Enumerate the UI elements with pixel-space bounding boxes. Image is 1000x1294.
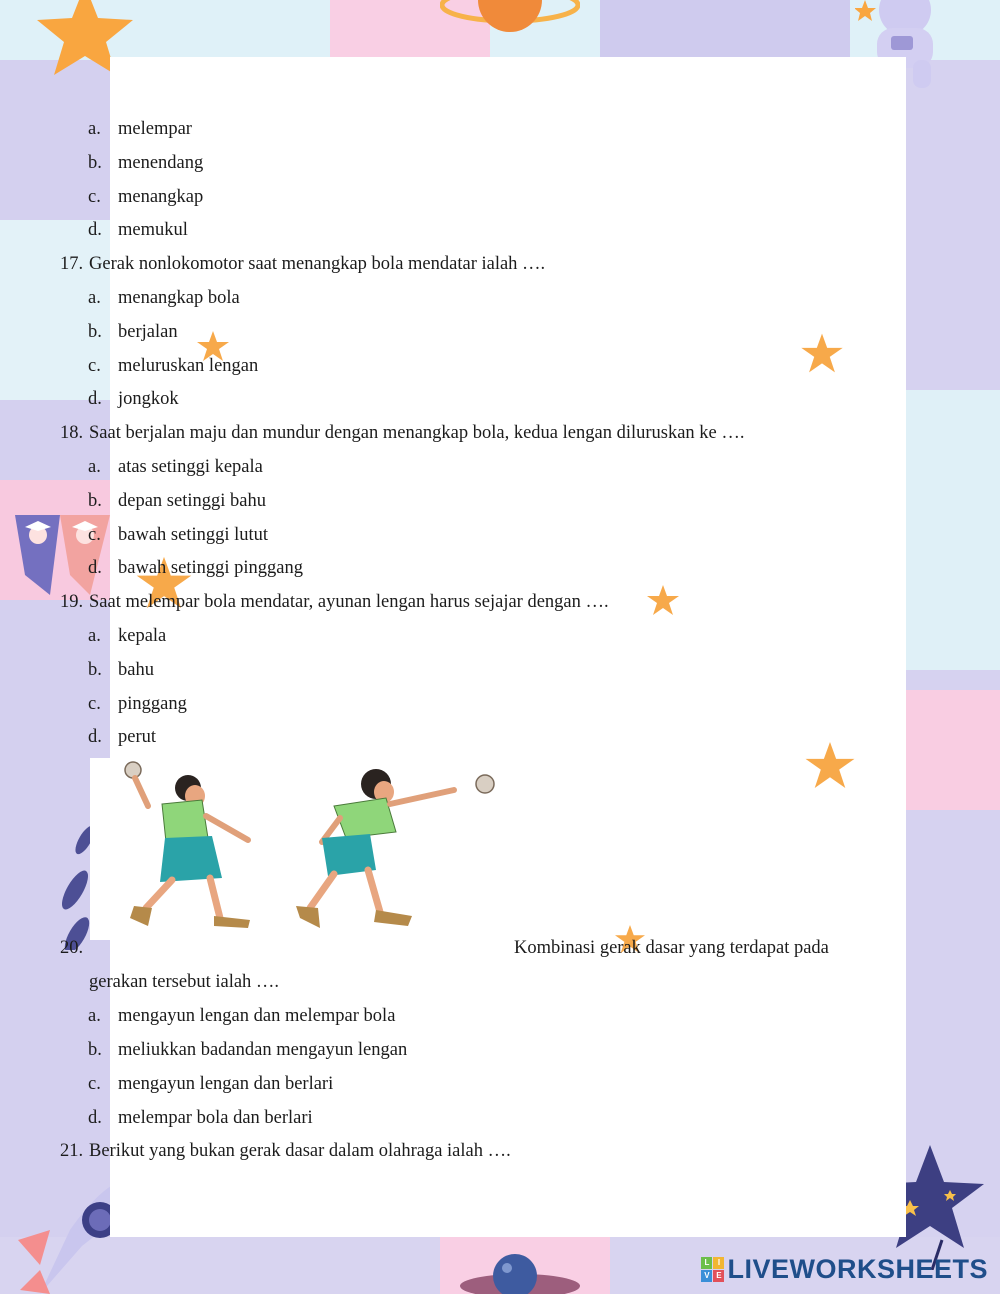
q19-option-d[interactable]: d. perut xyxy=(88,727,157,748)
q20-option-d[interactable]: d. melempar bola dan berlari xyxy=(88,1107,313,1128)
q17-option-b[interactable]: b. berjalan xyxy=(88,321,178,342)
question-list xyxy=(60,113,860,1169)
q18-option-b[interactable]: b. depan setinggi bahu xyxy=(88,490,266,511)
question-18: 18. Saat berjalan maju dan mundur dengan menangkap bola, kedua lengan diluruskan ke …. xyxy=(60,423,745,444)
q16-option-c[interactable]: c. menangkap xyxy=(88,186,204,207)
q18-option-a[interactable]: a. atas setinggi kepala xyxy=(88,456,263,477)
q20-option-a[interactable]: a. mengayun lengan dan melempar bola xyxy=(88,1006,396,1027)
q20-option-b[interactable]: b. meliukkan badandan mengayun lengan xyxy=(88,1039,408,1060)
q19-option-a[interactable]: a. kepala xyxy=(88,625,167,646)
question-17: 17. Gerak nonlokomotor saat menangkap bola mendatar ialah …. xyxy=(60,254,546,275)
q16-option-d[interactable]: d. memukul xyxy=(88,220,188,241)
q16-option-a[interactable]: a. melempar xyxy=(88,119,192,139)
q20-option-c[interactable]: c. mengayun lengan dan berlari xyxy=(88,1073,334,1094)
q18-option-c[interactable]: c. bawah setinggi lutut xyxy=(88,524,269,545)
q16-option-b[interactable]: b. menendang xyxy=(88,152,204,173)
q19-option-b[interactable]: b. bahu xyxy=(88,659,154,680)
bg-stripe-right-pink xyxy=(906,690,1000,810)
bg-stripe-right-sky xyxy=(906,390,1000,670)
question-21: 21. Berikut yang bukan gerak dasar dalam olahraga ialah …. xyxy=(60,1141,511,1162)
question-19: 19. Saat melempar bola mendatar, ayunan lengan harus sejajar dengan …. xyxy=(60,592,609,613)
q19-option-c[interactable]: c. pinggang xyxy=(88,693,187,714)
ufo-icon xyxy=(455,1248,585,1294)
liveworksheets-logo-icon: L I V E xyxy=(701,1257,723,1281)
planet-icon xyxy=(440,0,580,50)
q17-option-c[interactable]: c. meluruskan lengan xyxy=(88,355,259,376)
q18-option-d[interactable]: d. bawah setinggi pinggang xyxy=(88,558,303,579)
brand-name: LIVEWORKSHEETS xyxy=(727,1253,988,1284)
q17-option-a[interactable]: a. menangkap bola xyxy=(88,287,240,308)
liveworksheets-brand[interactable] xyxy=(701,1254,988,1284)
question-20: 20. Kombinasi gerak dasar yang terdapat pada gerakan tersebut ialah …. xyxy=(60,938,829,993)
illustration-spacer xyxy=(60,755,860,932)
bg-stripe-lavender-top xyxy=(600,0,850,60)
q17-option-d[interactable]: d. jongkok xyxy=(88,389,179,410)
